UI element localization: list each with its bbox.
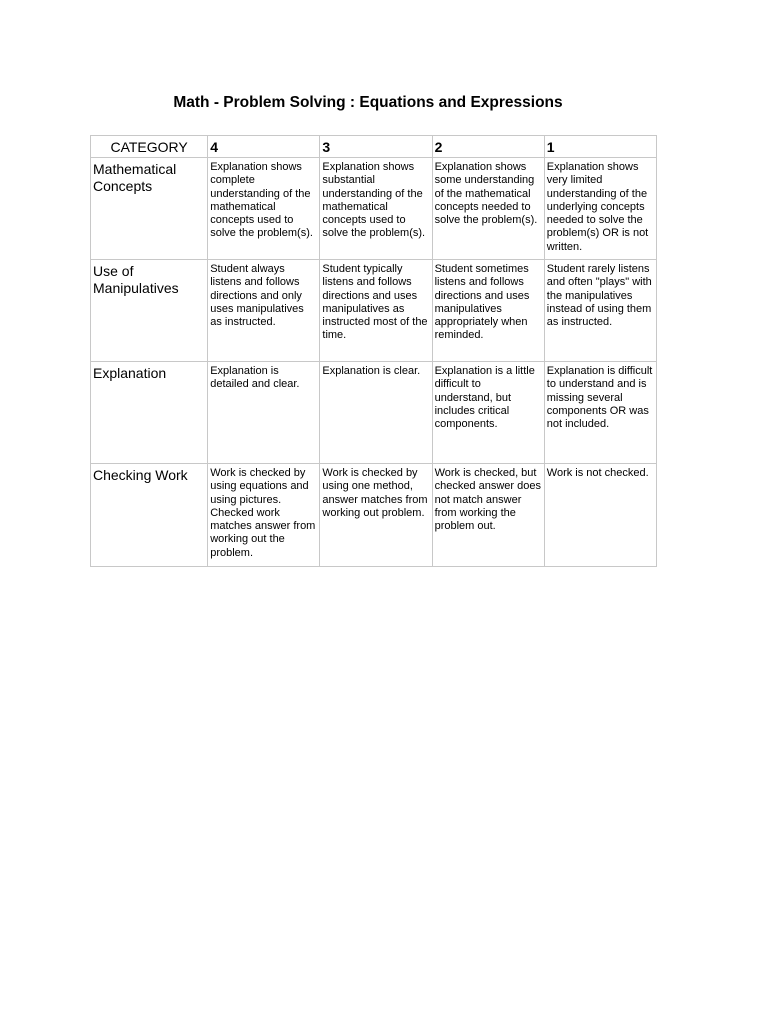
table-cell: Explanation shows very limited understanding of the underlying concepts needed to solve the problem(s) OR is not written. [544,158,656,260]
table-row [91,260,657,362]
page-title: Math - Problem Solving : Equations and Expressions [173,94,563,111]
table-row [91,158,657,260]
rubric-table [90,135,657,567]
header-score-4: 4 [208,136,320,158]
table-cell: Student sometimes listens and follows directions and uses manipulatives appropriately when reminded. [432,260,544,362]
table-cell: Work is checked, but checked answer does not match answer from working the problem out. [432,464,544,567]
table-cell: Explanation is difficult to understand and is missing several components OR was not included. [544,362,656,464]
table-cell: Explanation is clear. [320,362,432,464]
table-cell: Explanation is detailed and clear. [208,362,320,464]
table-row [91,362,657,464]
table-cell: Student rarely listens and often "plays" with the manipulatives instead of using them as instructed. [544,260,656,362]
table-cell: Work is checked by using equations and using pictures. Checked work matches answer from working out the problem. [208,464,320,567]
header-score-1: 1 [544,136,656,158]
table-row [91,464,657,567]
table-cell: Explanation shows substantial understanding of the mathematical concepts used to solve the problem(s). [320,158,432,260]
table-cell: Work is not checked. [544,464,656,567]
row-category-label: Use of Manipulatives [91,260,208,362]
table-cell: Work is checked by using one method, answer matches from working out problem. [320,464,432,567]
header-score-2: 2 [432,136,544,158]
row-category-label: Checking Work [91,464,208,567]
table-cell: Explanation is a little difficult to understand, but includes critical components. [432,362,544,464]
header-category: CATEGORY [91,136,208,158]
row-category-label: Explanation [91,362,208,464]
table-header-row [91,136,657,158]
row-category-label: Mathematical Concepts [91,158,208,260]
header-score-3: 3 [320,136,432,158]
table-cell: Student always listens and follows directions and only uses manipulatives as instructed. [208,260,320,362]
table-cell: Explanation shows complete understanding of the mathematical concepts used to solve the problem(s). [208,158,320,260]
table-cell: Explanation shows some understanding of the mathematical concepts needed to solve the problem(s). [432,158,544,260]
table-cell: Student typically listens and follows directions and uses manipulatives as instructed most of the time. [320,260,432,362]
